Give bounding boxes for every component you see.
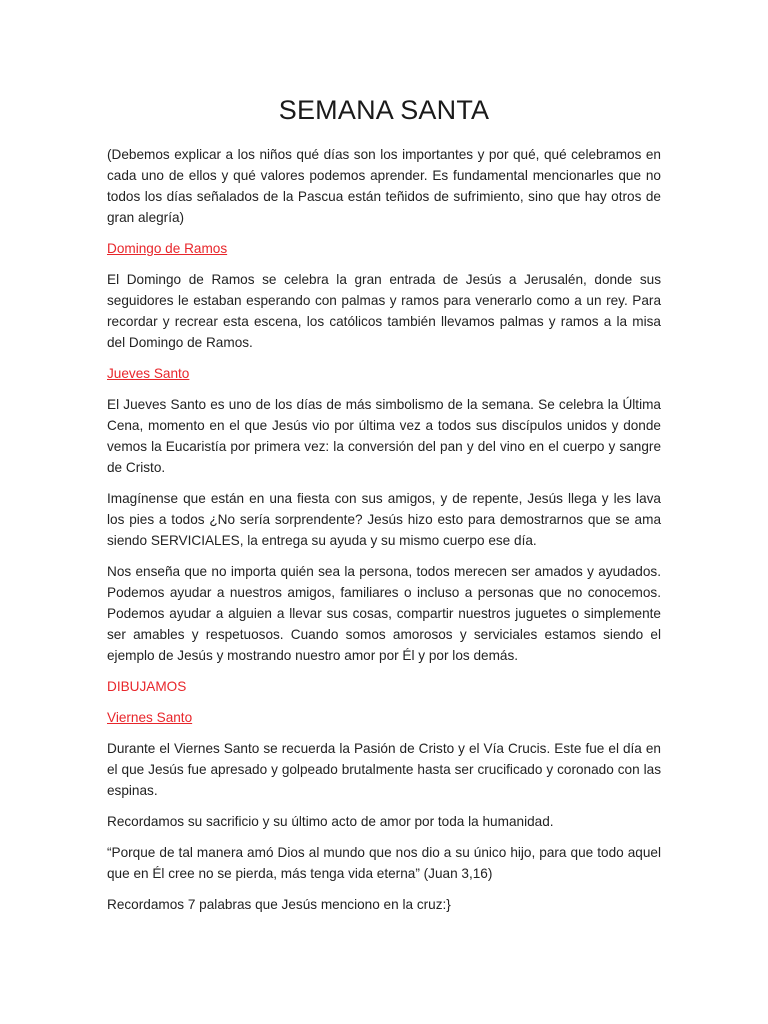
paragraph-jueves-2: Imagínense que están en una fiesta con sus amigos, y de repente, Jesús llega y les lava los pies a todos ¿No sería sorprendente? Jesús hizo esto para demostrarnos que se ama siendo SERVICIALES, la entrega su ayuda y su mismo cuerpo ese día.	[107, 491, 661, 548]
heading-text: DIBUJAMOS	[107, 679, 187, 694]
heading-text: Jueves Santo	[107, 366, 190, 381]
heading-text: Viernes Santo	[107, 710, 193, 725]
paragraph-domingo-1: El Domingo de Ramos se celebra la gran entrada de Jesús a Jerusalén, donde sus seguidores le estaban esperando con palmas y ramos para venerarlo como a un rey. Para recordar y recrear esta escena, los católicos también llevamos palmas y ramos a la misa del Domingo de Ramos.	[107, 272, 661, 350]
intro-paragraph: (Debemos explicar a los niños qué días son los importantes y por qué, qué celebramos en cada uno de ellos y qué valores podemos aprender. Es fundamental mencionarles que no todos los días señalados de la Pascua están teñidos de sufrimiento, sino que hay otros de gran alegría)	[107, 147, 661, 225]
paragraph-viernes-quote: “Porque de tal manera amó Dios al mundo que nos dio a su único hijo, para que todo aquel que en Él cree no se pierda, más tenga vida eterna” (Juan 3,16)	[107, 845, 661, 881]
document-title: SEMANA SANTA	[278, 95, 490, 125]
section-heading-domingo-de-ramos	[107, 238, 661, 259]
section-heading-viernes-santo	[107, 707, 661, 728]
paragraph-jueves-1: El Jueves Santo es uno de los días de más simbolismo de la semana. Se celebra la Última Cena, momento en el que Jesús vio por última vez a todos sus discípulos unidos y donde vemos la Eucaristía por primera vez: la conversión del pan y del vino en el cuerpo y sangre de Cristo.	[107, 397, 661, 475]
section-heading-dibujamos	[107, 676, 661, 697]
paragraph-viernes-1: Durante el Viernes Santo se recuerda la Pasión de Cristo y el Vía Crucis. Este fue el día en el que Jesús fue apresado y golpeado brutalmente hasta ser crucificado y coronado con las espinas.	[107, 741, 661, 798]
heading-text: Domingo de Ramos	[107, 241, 228, 256]
section-heading-jueves-santo	[107, 363, 661, 384]
paragraph-jueves-3: Nos enseña que no importa quién sea la persona, todos merecen ser amados y ayudados. Podemos ayudar a nuestros amigos, familiares o incluso a personas que no conocemos. Podemos ayudar a alguien a llevar sus cosas, compartir nuestros juguetes o simplemente ser amables y respetuosos. Cuando somos amorosos y serviciales estamos siendo el ejemplo de Jesús y mostrando nuestro amor por Él y por los demás.	[107, 564, 661, 663]
paragraph-viernes-2: Recordamos su sacrificio y su último acto de amor por toda la humanidad.	[107, 814, 554, 829]
paragraph-viernes-4: Recordamos 7 palabras que Jesús menciono en la cruz:}	[107, 897, 451, 912]
